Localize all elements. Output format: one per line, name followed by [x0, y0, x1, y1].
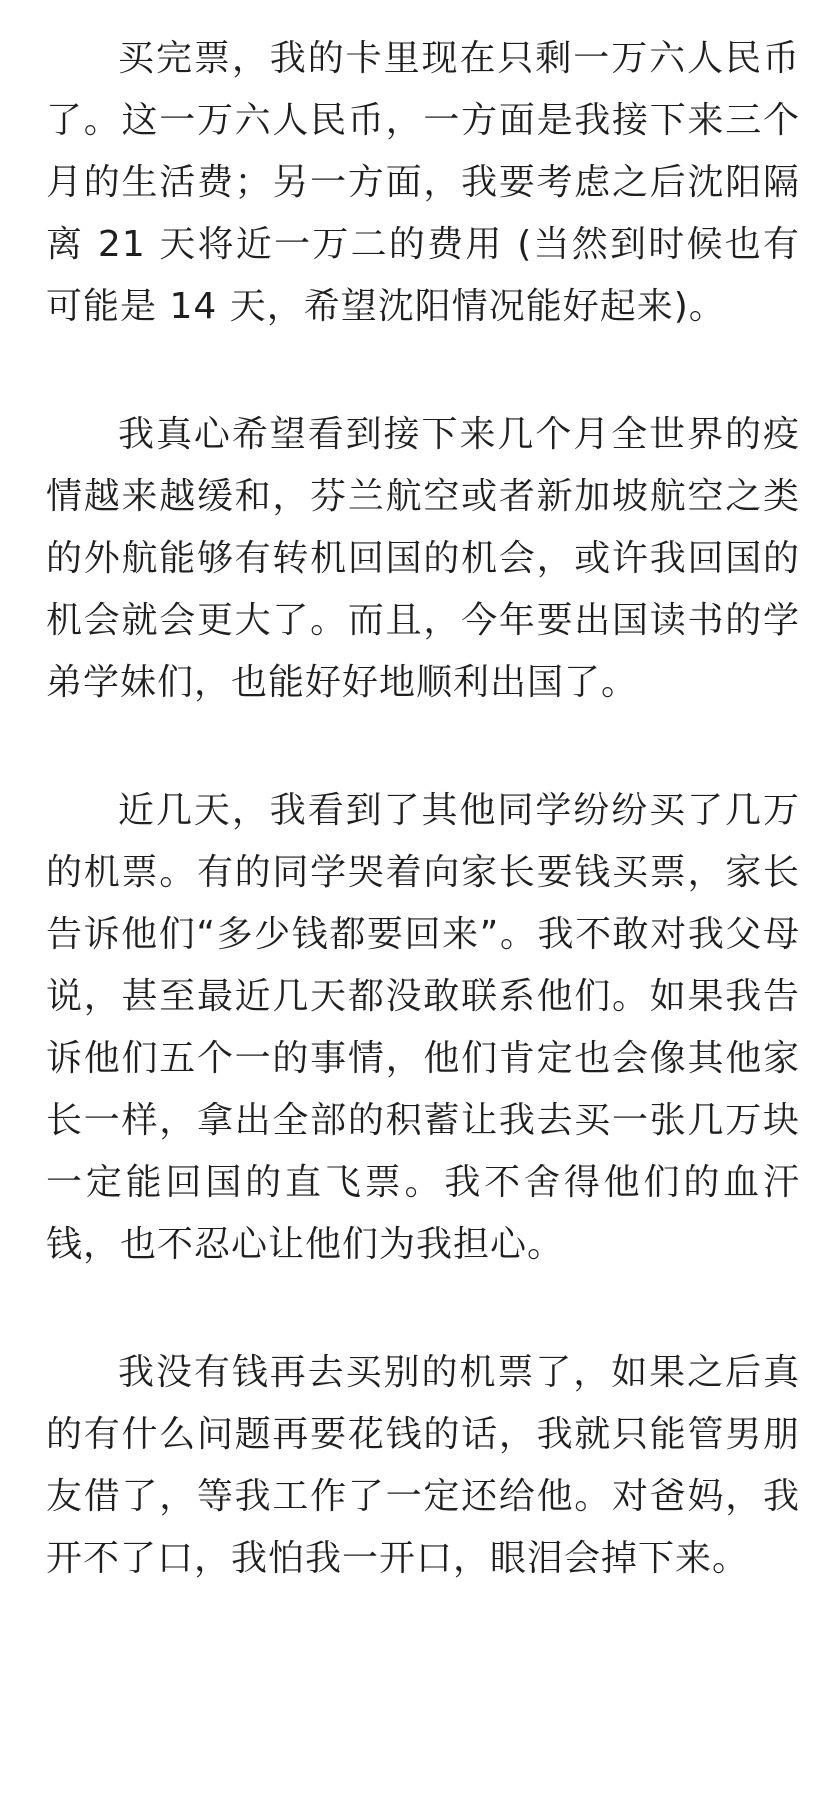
paragraph-1: 买完票，我的卡里现在只剩一万六人民币了。这一万六人民币，一方面是我接下来三个月的生活费；另一方面，我要考虑之后沈阳隔离 21 天将近一万二的费用 (当然到时候也有可能是 14 天，希望沈阳情况能好起来)。: [46, 38, 800, 327]
paragraph-2: 我真心希望看到接下来几个月全世界的疫情越来越缓和，芬兰航空或者新加坡航空之类的外航能够有转机回国的机会，或许我回国的机会就会更大了。而且，今年要出国读书的学弟学妹们，也能好好地顺利出国了。: [46, 414, 800, 703]
paragraph-3: 近几天，我看到了其他同学纷纷买了几万的机票。有的同学哭着向家长要钱买票，家长告诉他们“多少钱都要回来”。我不敢对我父母说，甚至最近几天都没敢联系他们。如果我告诉他们五个一的事情，他们肯定也会像其他家长一样，拿出全部的积蓄让我去买一张几万块一定能回国的直飞票。我不舍得他们的血汗钱，也不忍心让他们为我担心。: [46, 790, 800, 1265]
paragraph-4: 我没有钱再去买别的机票了，如果之后真的有什么问题再要花钱的话，我就只能管男朋友借了，等我工作了一定还给他。对爸妈，我开不了口，我怕我一开口，眼泪会掉下来。: [46, 1352, 800, 1579]
